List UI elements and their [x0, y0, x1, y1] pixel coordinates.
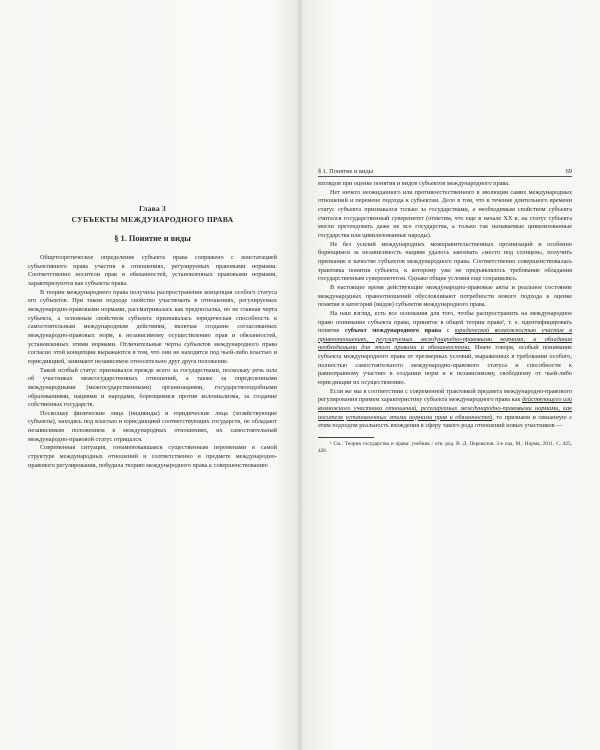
chapter-title: СУБЪЕКТЫ МЕЖДУНАРОДНОГО ПРАВА: [71, 215, 234, 224]
left-page-text: [28, 254, 277, 470]
emphasized-text: действующего или возможного участника отношений, регулируемых международно-правовыми нормами, как носителя установленных этими нормами прав и обязанностей: [318, 396, 572, 421]
running-head: [318, 168, 572, 177]
text-run: с: [441, 327, 455, 335]
paragraph: взглядов при оценке понятия и видов субъектов международного права.: [318, 180, 510, 187]
text-run: На наш взгляд, есть все основания для того, чтобы распространить на международное право понимание субъекта права, принятое в общей теории права¹, т. е. идентифицировать понятие: [318, 309, 572, 335]
paragraph: В теории международного права получила распространение концепция особого статуса его субъектов. При таком подходе свойство участвовать в отношениях, регулируемых международно-правовыми нормами, рассматривалась как предпосылка, но не главная черта субъекта, а основным свойством субъекта признавалась юридическая способность к самостоятельным международным действиям, включая создание согласованных международно-правовых норм, к независимому осуществлению прав и обязанностей, установленных этими нормами. Отличительные черты субъектов международного права согласно этой концепции выражаются в том, что они не находятся под чьей-либо властью и юрисдикцией, занимают независимое относительно друг друга положение.: [28, 288, 277, 365]
chapter-number: Глава 3: [138, 204, 167, 213]
paragraph: Такой особый статус признавался прежде всего за государствами, поскольку речь шла об участниках межгосударственных отношений, а также за определенными международными (межгосударственными) организациями, государствоподобными образованиями, нациями и народами, борющимися против колониализма, за создание собственных государств.: [28, 366, 277, 409]
section-title: § 1. Понятие и виды: [114, 234, 191, 243]
emphasized-text: юридической возможностью участия в правоотношениях, регулируемых международно-правовыми нормами, и обладания необходимыми для этого правами и обязанностями.: [318, 327, 572, 352]
text-run: Если же мы в соответствии с современной трактовкой предмета международно-правового регулирования примем характеристику субъекта международного права как: [318, 387, 572, 404]
paragraph: Общетеоретическое определение субъекта права сопряжено с констатацией субъективного права участия в отношениях, регулируемых правовыми нормами. Соответственно носители прав и обязанностей, установленных правовыми нормами, характеризуются как субъекты права.: [28, 254, 277, 287]
paragraph: Не без усилий международных межправительственных организаций и особенно борющимся за независимость нациям удалось завоевать «место под солнцем», получить признание в качестве субъектов международного права. Соответственно совершенствовалась трактовка понятия субъекта, к которому уже не предъявлялось требование обладания государственным суверенитетом. Однако общие условия еще сохранялись.: [318, 240, 572, 283]
footnote: ¹ См.: Теория государства и права: учебник / отв. ред. В. Д. Перевалов. 3-е изд. М.: Норма, 2011. С. 425, 426.: [318, 441, 572, 455]
paragraph: В настоящее время действующие международно-правовые акты и реальное состояние международных правоотношений обусловливают потребности нового подхода к оценке понятия и категорий (видов) субъектов международного права.: [318, 283, 572, 309]
paragraph: Современная ситуация, ознаменовавшаяся существенным переменами в самой структуре международных отношений и соответственно в предмете международно-правового регулирования, побудила теорию международного права к совершенствованию: [28, 444, 277, 469]
paragraph-definition: [318, 310, 572, 388]
right-page: [300, 0, 600, 750]
page-number: 69: [565, 168, 572, 175]
footnote-divider: [318, 437, 374, 438]
paragraph: Поскольку физические лица (индивиды) и юридические лица (хозяйствующие субъекты), находясь под властью и юрисдикцией соответствующих государств, не обладают независимым положением в международных отношениях, их самостоятельный международно-правовой статус отрицался.: [28, 409, 277, 443]
text-run: , то признаем и связанную с этим подходом реальность вхождения в сферу такого рода отношений новых участников —: [318, 413, 572, 430]
text-run: Иначе говоря, особый понимание субъекта международного права от чрезмерных условий, выраженных в требовании особого, полностью самостоятельного международно-правового статуса и способности к равноправному участию в создании норм и к независимому, свободному от чьей-либо юрисдикции их осуществлению.: [318, 344, 573, 387]
paragraph: Нет ничего неожиданного или противоестественного в эволюции самих международных отношений и перемене подхода к субъектам. Дело в том, что в течение длительного времени статус субъекта признавался только за государствами, а необходимым свойством субъекта считался государственный суверенитет (отметим, что еще в начале XX в. на статус субъекта могли претендовать даже не все государства, а только так называемые цивилизованные государства или цивилизованные народы).: [318, 188, 572, 239]
right-page-text: [318, 180, 572, 455]
running-head-title: § 1. Понятие и виды: [318, 168, 374, 175]
paragraph-characteristic: [318, 388, 572, 431]
bold-term: субъект международного права: [345, 327, 442, 335]
